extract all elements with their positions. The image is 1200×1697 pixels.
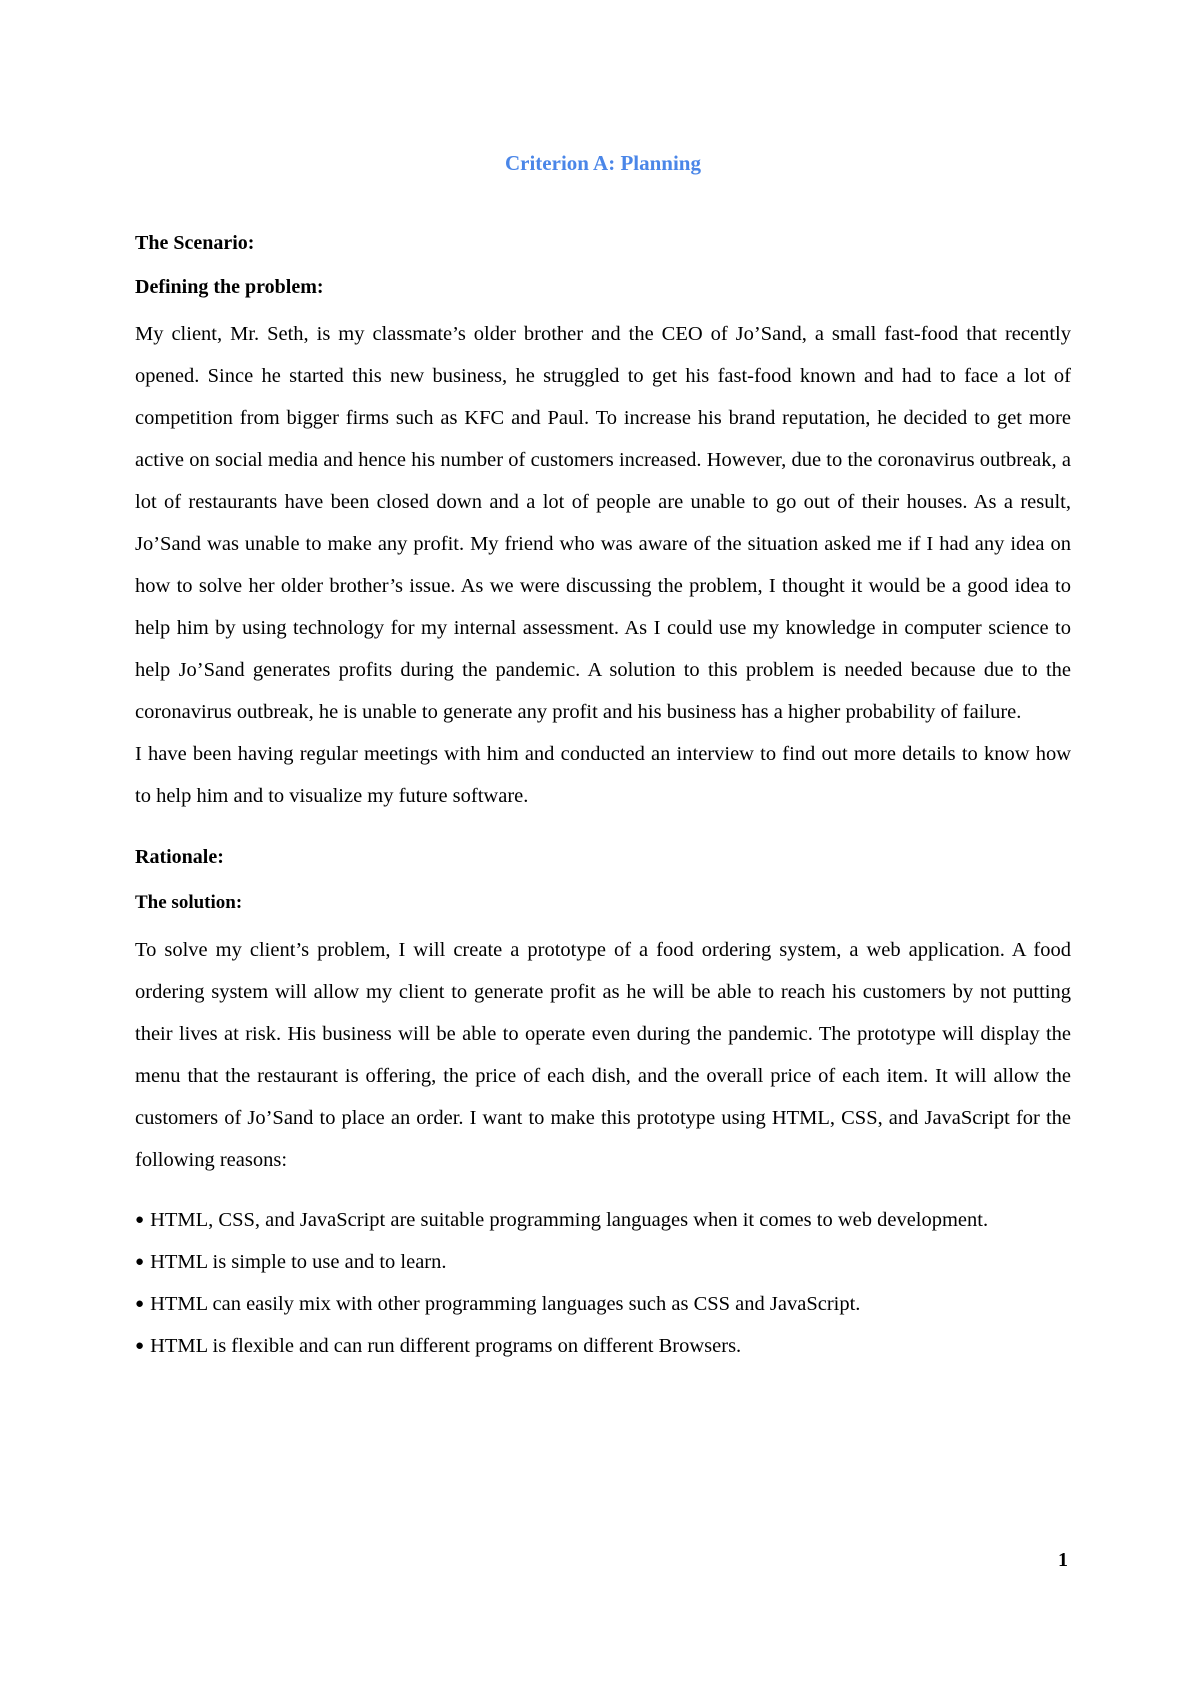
bullet-text: HTML is simple to use and to learn. — [150, 1251, 447, 1273]
defining-problem-paragraph: My client, Mr. Seth, is my classmate’s older brother and the CEO of Jo’Sand, a small fast-food that recently opened. Since he started this new business, he struggled to get his fast-food known and had to face a lot of competition from bigger firms such as KFC and Paul. To increase his brand reputation, he decided to get more active on social media and hence his number of customers increased. However, due to the coronavirus outbreak, a lot of restaurants have been closed down and a lot of people are unable to go out of their houses. As a result, Jo’Sand was unable to make any profit. My friend who was aware of the situation asked me if I had any idea on how to solve her older brother’s issue. As we were discussing the problem, I thought it would be a good idea to help him by using technology for my internal assessment. As I could use my knowledge in computer science to help Jo’Sand generates profits during the pandemic. A solution to this problem is needed because due to the coronavirus outbreak, he is unable to generate any profit and his business has a higher probability of failure. — [135, 323, 1071, 723]
heading-defining-the-problem: Defining the problem: — [135, 276, 324, 298]
bullet-item — [135, 1283, 1071, 1325]
subheading-the-solution: The solution: — [135, 892, 243, 913]
page-number: 1 — [1058, 1549, 1068, 1571]
bullet-item — [135, 1199, 1071, 1241]
heading-the-scenario: The Scenario: — [135, 232, 255, 254]
meetings-paragraph: I have been having regular meetings with him and conducted an interview to find out more details to know how to help him and to visualize my future software. — [135, 743, 1071, 807]
bullet-text: HTML can easily mix with other programming languages such as CSS and JavaScript. — [150, 1293, 861, 1315]
bullet-text: HTML, CSS, and JavaScript are suitable programming languages when it comes to web development. — [150, 1209, 989, 1231]
page-content — [135, 143, 1071, 1367]
bullet-icon: ● — [135, 1212, 145, 1228]
reasons-bullet-list — [135, 1199, 1071, 1367]
bullet-icon: ● — [135, 1296, 145, 1312]
bullet-text: HTML is flexible and can run different programs on different Browsers. — [150, 1335, 742, 1357]
solution-paragraph: To solve my client’s problem, I will create a prototype of a food ordering system, a web application. A food ordering system will allow my client to generate profit as he will be able to reach his customers by not putting their lives at risk. His business will be able to operate even during the pandemic. The prototype will display the menu that the restaurant is offering, the price of each dish, and the overall price of each item. It will allow the customers of Jo’Sand to place an order. I want to make this prototype using HTML, CSS, and JavaScript for the following reasons: — [135, 939, 1071, 1171]
bullet-icon: ● — [135, 1254, 145, 1270]
heading-rationale: Rationale: — [135, 846, 224, 868]
bullet-item — [135, 1241, 1071, 1283]
page-title: Criterion A: Planning — [504, 151, 701, 175]
bullet-icon: ● — [135, 1338, 145, 1354]
bullet-item — [135, 1325, 1071, 1367]
